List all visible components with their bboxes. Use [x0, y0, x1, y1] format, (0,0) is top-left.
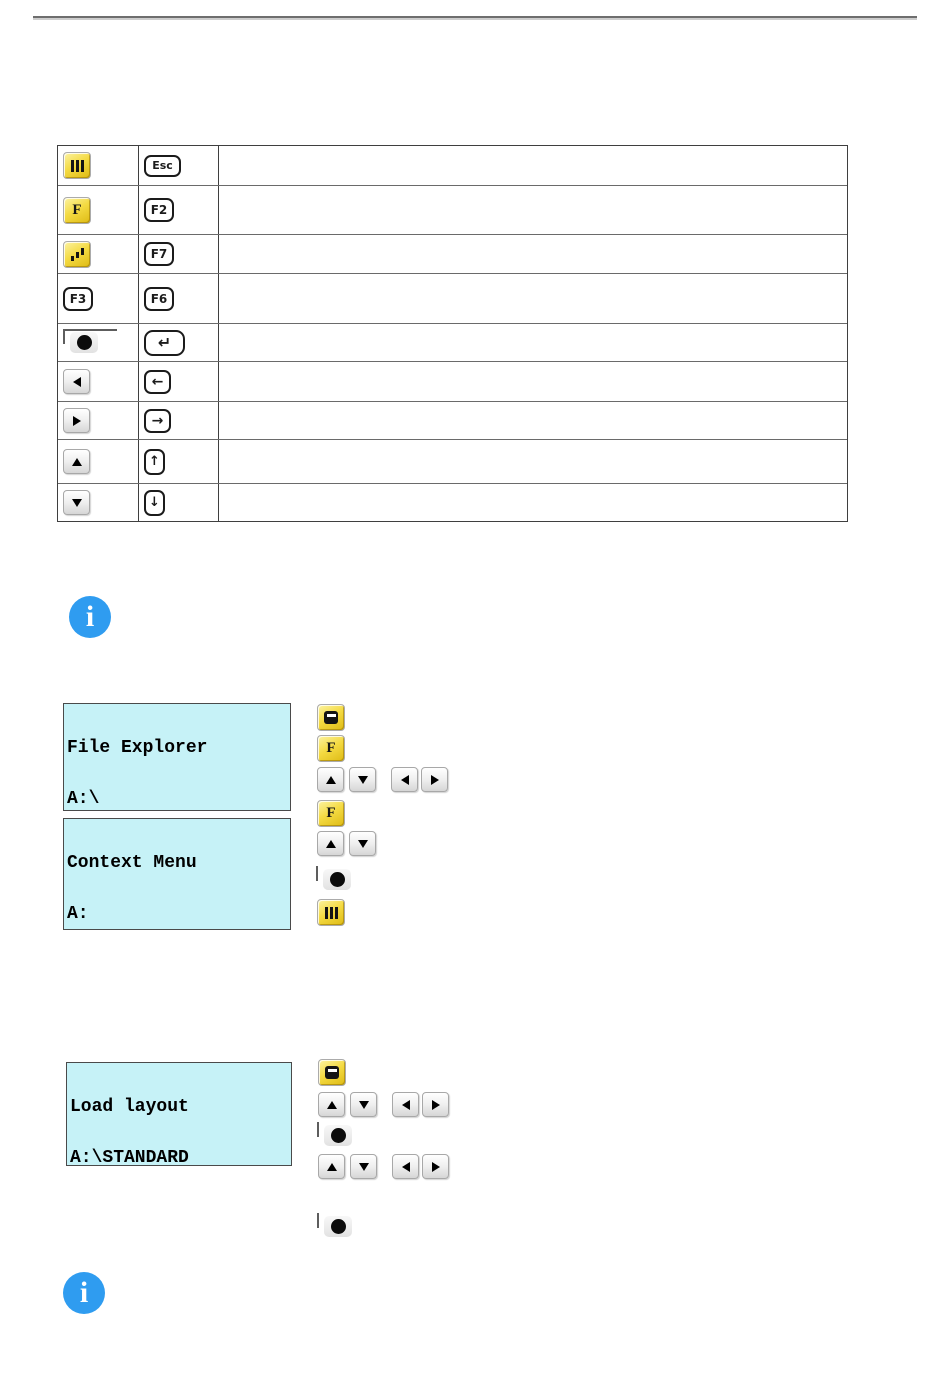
pc-key-cell	[139, 362, 219, 401]
function-key-button	[63, 197, 91, 224]
f3-key: F3	[63, 287, 93, 311]
right-arrow-button	[421, 767, 448, 792]
down-arrow-icon	[358, 776, 368, 784]
memory-card-icon	[325, 1066, 339, 1079]
menu-icon	[71, 160, 84, 172]
header-rule	[33, 16, 917, 20]
lcd-path: A:\STANDARD	[70, 1148, 189, 1166]
right-arrow-button	[63, 408, 90, 433]
up-key: ↑	[144, 449, 165, 475]
table-row	[58, 146, 847, 186]
left-key: ←	[144, 370, 171, 394]
up-arrow-button	[318, 1092, 345, 1117]
knob-icon	[330, 872, 345, 887]
down-arrow-button	[349, 767, 376, 792]
quantity-key-button	[63, 241, 91, 268]
function-icon: F	[326, 805, 336, 821]
function-key-button	[317, 800, 345, 827]
up-arrow-icon	[327, 1163, 337, 1171]
info-icon: i	[69, 596, 111, 638]
left-arrow-icon	[402, 1162, 410, 1172]
right-arrow-button	[422, 1092, 449, 1117]
pc-key-cell	[139, 186, 219, 234]
description-cell	[219, 274, 847, 323]
description-cell	[219, 146, 847, 185]
function-icon: F	[326, 740, 336, 756]
left-arrow-button	[391, 767, 418, 792]
table-row	[58, 440, 847, 484]
left-arrow-icon	[73, 377, 81, 387]
up-arrow-icon	[326, 840, 336, 848]
description-cell	[219, 186, 847, 234]
lcd-load-layout	[66, 1062, 292, 1166]
function-key-button	[317, 735, 345, 762]
lcd-context-menu	[63, 818, 291, 930]
table-row	[58, 186, 847, 235]
right-arrow-icon	[432, 1162, 440, 1172]
menu-key-button	[317, 899, 345, 926]
function-icon: F	[72, 201, 82, 218]
down-arrow-button	[350, 1154, 377, 1179]
up-arrow-button	[318, 1154, 345, 1179]
enter-key: ↵	[144, 330, 185, 356]
lcd-title: Load layout	[70, 1097, 189, 1117]
menu-key-button	[63, 152, 91, 179]
menu-icon	[325, 907, 338, 919]
lcd-title: Context Menu	[67, 853, 197, 873]
pc-key-cell	[139, 402, 219, 439]
lcd-title: File Explorer	[67, 738, 208, 758]
printer-key-cell	[58, 235, 139, 273]
table-row	[58, 362, 847, 402]
left-arrow-icon	[401, 775, 409, 785]
right-arrow-button	[422, 1154, 449, 1179]
pc-key-cell	[139, 146, 219, 185]
description-cell	[219, 235, 847, 273]
printer-key-cell	[58, 362, 139, 401]
printer-key-cell	[58, 440, 139, 483]
down-arrow-button	[63, 490, 90, 515]
right-arrow-icon	[432, 1100, 440, 1110]
knob-icon	[331, 1219, 346, 1234]
pc-key-cell	[139, 274, 219, 323]
knob-button	[63, 329, 117, 356]
f2-key: F2	[144, 198, 174, 222]
up-arrow-button	[317, 767, 344, 792]
printer-key-cell	[58, 186, 139, 234]
table-row	[58, 484, 847, 521]
printer-key-cell	[58, 146, 139, 185]
left-arrow-button	[392, 1154, 419, 1179]
left-arrow-button	[392, 1092, 419, 1117]
lcd-file-explorer	[63, 703, 291, 811]
table-row	[58, 274, 847, 324]
down-arrow-button	[350, 1092, 377, 1117]
left-arrow-icon	[402, 1100, 410, 1110]
description-cell	[219, 402, 847, 439]
knob-icon	[77, 335, 92, 350]
memory-card-key-button	[317, 704, 345, 731]
up-arrow-icon	[326, 776, 336, 784]
f7-key: F7	[144, 242, 174, 266]
quantity-icon	[70, 248, 85, 261]
up-arrow-button	[63, 449, 90, 474]
memory-card-icon	[324, 711, 338, 724]
down-arrow-icon	[358, 840, 368, 848]
printer-key-cell	[58, 324, 139, 361]
right-key: →	[144, 409, 171, 433]
key-mapping-table	[57, 145, 848, 522]
f6-key: F6	[144, 287, 174, 311]
down-arrow-icon	[359, 1101, 369, 1109]
right-arrow-icon	[73, 416, 81, 426]
pc-key-cell	[139, 440, 219, 483]
description-cell	[219, 440, 847, 483]
down-arrow-icon	[359, 1163, 369, 1171]
printer-key-cell	[58, 274, 139, 323]
table-row	[58, 324, 847, 362]
down-arrow-button	[349, 831, 376, 856]
right-arrow-icon	[431, 775, 439, 785]
memory-card-key-button	[318, 1059, 346, 1086]
up-arrow-button	[317, 831, 344, 856]
table-row	[58, 235, 847, 274]
printer-key-cell	[58, 484, 139, 521]
down-arrow-icon	[72, 499, 82, 507]
knob-icon	[331, 1128, 346, 1143]
info-icon: i	[63, 1272, 105, 1314]
printer-key-cell	[58, 402, 139, 439]
pc-key-cell	[139, 484, 219, 521]
description-cell	[219, 362, 847, 401]
esc-key: Esc	[144, 155, 181, 177]
left-arrow-button	[63, 369, 90, 394]
up-arrow-icon	[72, 458, 82, 466]
lcd-path: A:\	[67, 789, 100, 809]
pc-key-cell	[139, 324, 219, 361]
description-cell	[219, 484, 847, 521]
description-cell	[219, 324, 847, 361]
down-key: ↓	[144, 490, 165, 516]
lcd-path: A:	[67, 904, 89, 924]
pc-key-cell	[139, 235, 219, 273]
up-arrow-icon	[327, 1101, 337, 1109]
table-row	[58, 402, 847, 440]
